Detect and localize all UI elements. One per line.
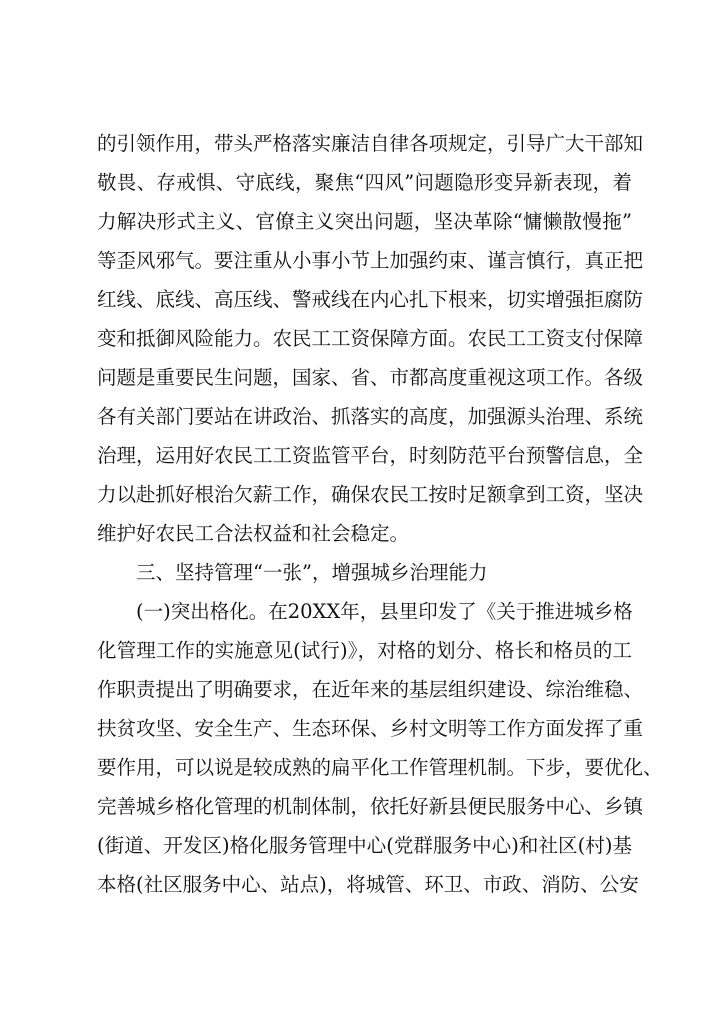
text-line: 问题是重要民生问题，国家、省、市都高度重视这项工作。各级 — [97, 366, 644, 389]
text-line: 等歪风邪气。要注重从小事小节上加强约束、谨言慎行，真正把 — [97, 249, 644, 272]
section-heading: 三、坚持管理“一张”，增强城乡治理能力 — [136, 561, 488, 584]
text-line: (一)突出格化。在20XX年，县里印发了《关于推进城乡格 — [136, 600, 633, 623]
text-line: 红线、底线、高压线、警戒线在内心扎下根来，切实增强拒腐防 — [97, 288, 644, 311]
text-line: 要作用，可以说是较成熟的扁平化工作管理机制。下步，要优化、 — [97, 756, 663, 779]
text-line: 完善城乡格化管理的机制体制，依托好新县便民服务中心、乡镇 — [97, 795, 644, 818]
text-line: 力以赴抓好根治欠薪工作，确保农民工按时足额拿到工资，坚决 — [97, 483, 644, 506]
text-line: 本格(社区服务中心、站点)，将城管、环卫、市政、消防、公安 — [97, 873, 639, 896]
text-line: 治理，运用好农民工工资监管平台，时刻防范平台预警信息，全 — [97, 444, 644, 467]
text-line: 作职责提出了明确要求，在近年来的基层组织建设、综治维稳、 — [97, 678, 644, 701]
text-line: 维护好农民工合法权益和社会稳定。 — [97, 522, 410, 545]
text-line: 的引领作用，带头严格落实廉洁自律各项规定，引导广大干部知 — [97, 132, 644, 155]
text-line: 力解决形式主义、官僚主义突出问题，坚决革除“慵懒散慢拖” — [97, 210, 632, 233]
text-line: (街道、开发区)格化服务管理中心(党群服务中心)和社区(村)基 — [97, 834, 632, 857]
text-line: 敬畏、存戒惧、守底线，聚焦“四风”问题隐形变异新表现，着 — [97, 171, 632, 194]
text-line: 变和抵御风险能力。农民工工资保障方面。农民工工资支付保障 — [97, 327, 644, 350]
text-line: 各有关部门要站在讲政治、抓落实的高度，加强源头治理、系统 — [97, 405, 644, 428]
text-line: 扶贫攻坚、安全生产、生态环保、乡村文明等工作方面发挥了重 — [97, 717, 644, 740]
text-line: 化管理工作的实施意见(试行)》，对格的划分、格长和格员的工 — [97, 639, 632, 662]
